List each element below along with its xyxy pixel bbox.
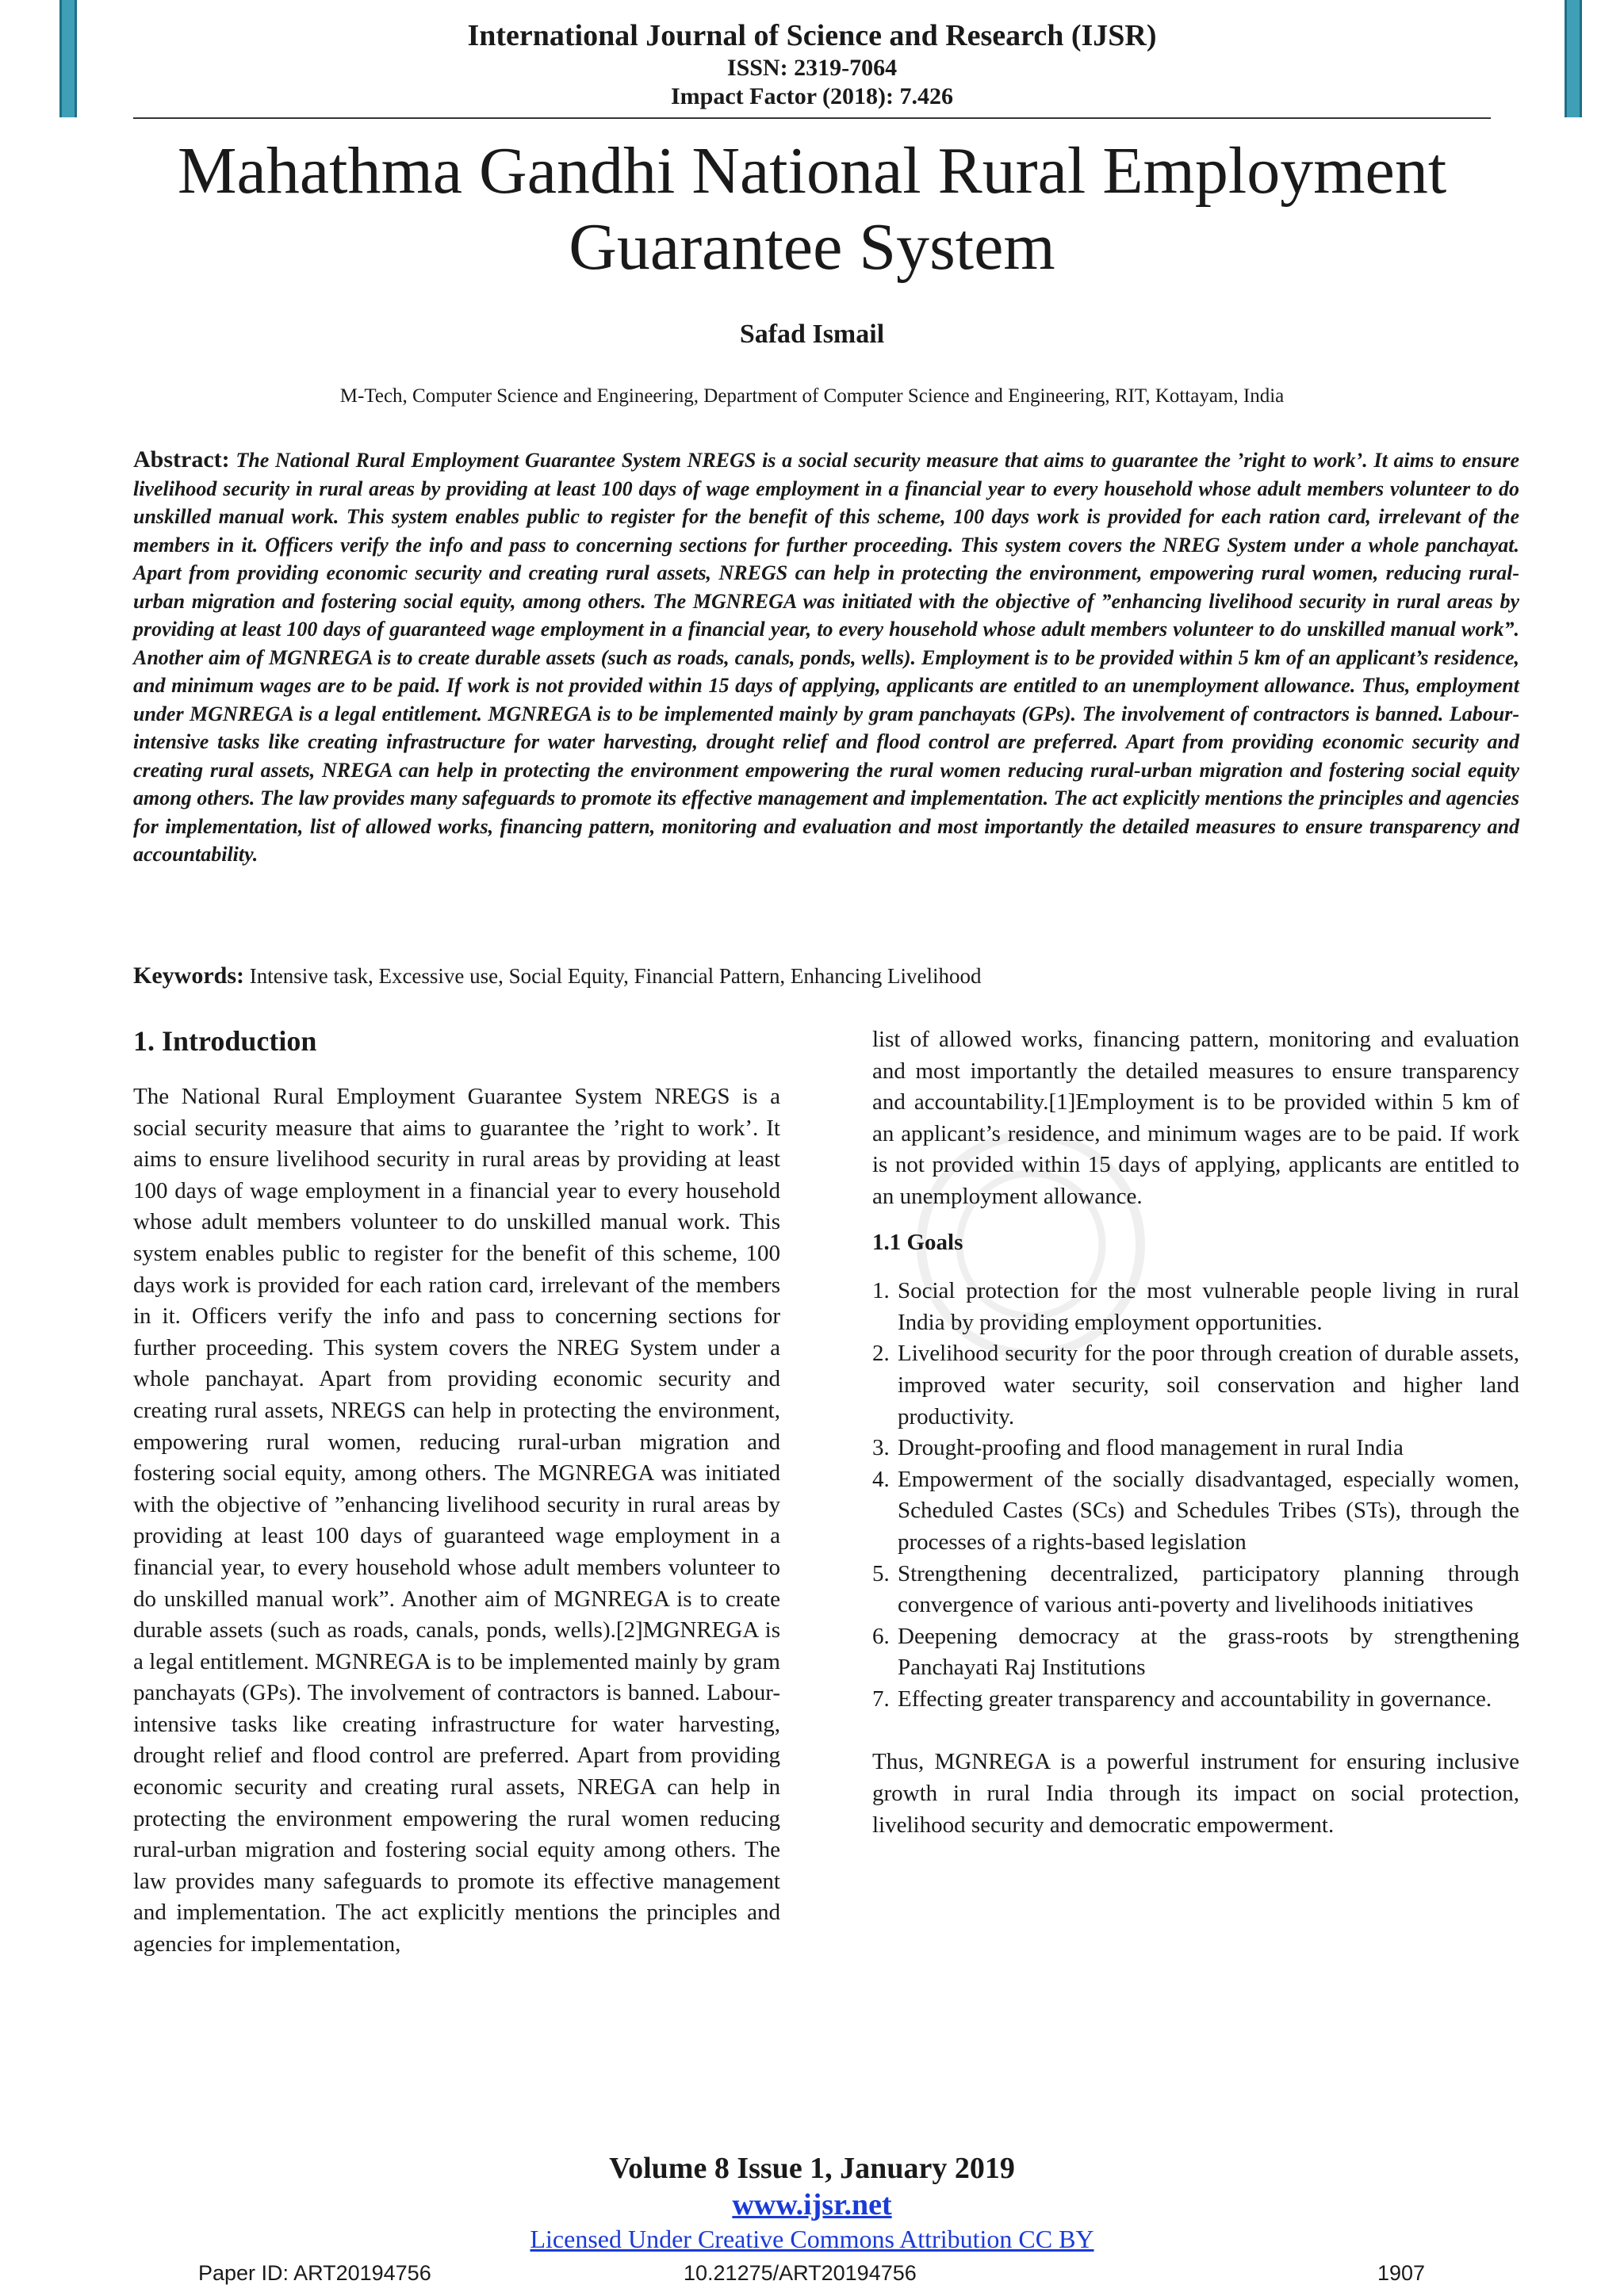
page-footer [0,2150,1624,2255]
goal-number: 6. [872,1623,890,1649]
author-affiliation: M-Tech, Computer Science and Engineering, Department of Computer Science and Engineering, RIT, Kottayam, India [339,385,1285,407]
goal-number: 5. [872,1560,890,1586]
goal-number: 2. [872,1341,890,1367]
goal-text: Drought-proofing and flood management in rural India [898,1435,1404,1461]
page-number: 1907 [1377,2261,1426,2285]
goal-item [872,1621,1519,1684]
goal-text: Livelihood security for the poor through creation of durable assets, improved water security, soil conservation and higher land productivity. [898,1341,1519,1429]
goal-item [872,1559,1519,1621]
abstract-text: The National Rural Employment Guarantee System NREGS is a social security measure that aims to guarantee the ’right to work’. It aims to ensure livelihood security in rural areas by providing at least 100 days of wage employment in a financial year to every household whose adult members volunteer to do unskilled manual work. This system enables public to register for the benefit of this scheme, 100 days work is provided for each ration card, irrelevant of the members in it. Officers verify the info and pass to concerning sections for further proceeding. This system covers the NREG System under a whole panchayat. Apart from providing economic security and creating rural assets, NREGS can help in protecting the environment, empowering rural women, reducing rural-urban migration and fostering social equity, among others. The MGNREGA was initiated with the objective of ”enhancing livelihood security in rural areas by providing at least 100 days of guaranteed wage employment in a financial year, to every household whose adult members volunteer to do unskilled manual work”. Another aim of MGNREGA is to create durable assets (such as roads, canals, ponds, wells). Employment is to be provided within 5 km of an applicant’s residence, and minimum wages are to be paid. If work is not provided within 15 days of applying, applicants are entitled to an unemployment allowance. Thus, employment under MGNREGA is a legal entitlement. MGNREGA is to be implemented mainly by gram panchayats (GPs). The involvement of contractors is banned. Labour-intensive tasks like creating infrastructure for water harvesting, drought relief and flood control are preferred. Apart from providing economic security and creating rural assets, NREGA can help in protecting the environment empowering the rural women reducing rural-urban migration and fostering social equity among others. The law provides many safeguards to promote its effective management and implementation. The act explicitly mentions the principles and agencies for implementation, list of allowed works, financing pattern, monitoring and evaluation and most importantly the detailed measures to ensure transparency and accountability. [133,449,1520,866]
goal-number: 7. [872,1686,890,1712]
goal-item [872,1276,1519,1338]
goals-heading: 1.1 Goals [872,1229,963,1255]
goal-item [872,1433,1519,1464]
right-column [872,1024,1519,1841]
goal-item [872,1464,1519,1559]
goal-text: Strengthening decentralized, participatory planning through convergence of various anti-poverty and livelihoods initiatives [898,1560,1519,1618]
goal-item [872,1684,1519,1716]
abstract-label: Abstract: [133,446,230,473]
keywords [133,961,1519,991]
journal-issn: ISSN: 2319-7064 [726,55,898,81]
goal-item [872,1338,1519,1433]
goal-text: Effecting greater transparency and accountability in governance. [898,1686,1492,1712]
volume-issue: Volume 8 Issue 1, January 2019 [609,2152,1015,2185]
paper-title: Mahathma Gandhi National Rural Employment Guarantee System [177,134,1447,284]
header-divider [133,117,1491,119]
doi: 10.21275/ART20194756 [684,2261,917,2285]
goals-conclusion: Thus, MGNREGA is a powerful instrument for ensuring inclusive growth in rural India through its impact on social protection, livelihood security and democratic empowerment. [872,1749,1519,1838]
license-link[interactable]: Licensed Under Creative Commons Attribution CC BY [530,2225,1094,2253]
introduction-paragraph: The National Rural Employment Guarantee System NREGS is a social security measure that aims to guarantee the ’right to work’. It aims to ensure livelihood security in rural areas by providing at least 100 days of wage employment in a financial year to every household whose adult members volunteer to do unskilled manual work. This system enables public to register for the benefit of this scheme, 100 days work is provided for each ration card, irrelevant of the members in it. Officers verify the info and pass to concerning sections for further proceeding. This system covers the NREG System under a whole panchayat. Apart from providing economic security and creating rural assets, NREGS can help in protecting the environment, empowering rural women, reducing rural-urban migration and fostering social equity, among others. The MGNREGA was initiated with the objective of ”enhancing livelihood security in rural areas by providing at least 100 days of guaranteed wage employment in a financial year, to every household whose adult members volunteer to do unskilled manual work”. Another aim of MGNREGA is to create durable assets (such as roads, canals, ponds, wells).[2]MGNREGA is a legal entitlement. MGNREGA is to be implemented mainly by gram panchayats (GPs). The involvement of contractors is banned. Labour-intensive tasks like creating infrastructure for water harvesting, drought relief and flood control are preferred. Apart from providing economic security and creating rural assets, NREGA can help in protecting the environment empowering the rural women reducing rural-urban migration and fostering social equity among others. The law provides many safeguards to promote its effective management and implementation. The act explicitly mentions the principles and agencies for implementation, [133,1084,780,1957]
goals-list [872,1276,1519,1715]
keywords-label: Keywords: [133,962,244,989]
impact-factor: Impact Factor (2018): 7.426 [670,83,954,109]
left-column [133,1021,780,1961]
abstract [133,446,1519,869]
introduction-continued-paragraph: list of allowed works, financing pattern, monitoring and evaluation and most importantly the detailed measures to ensure transparency and accountability.[1]Employment is to be provided within 5 km of an applicant’s residence, and minimum wages are to be paid. If work is not provided within 15 days of applying, applicants are entitled to an unemployment allowance. [872,1027,1519,1209]
introduction-heading: 1. Introduction [133,1025,317,1057]
journal-name: International Journal of Science and Research (IJSR) [467,19,1157,52]
goal-text: Deepening democracy at the grass-roots by strengthening Panchayati Raj Institutions [898,1623,1519,1681]
paper-id: Paper ID: ART20194756 [198,2261,431,2285]
goal-text: Social protection for the most vulnerable people living in rural India by providing employment opportunities. [898,1278,1519,1335]
goal-number: 3. [872,1435,890,1461]
goal-text: Empowerment of the socially disadvantaged, especially women, Scheduled Castes (SCs) and Schedules Tribes (STs), through the processes of a rights-based legislation [898,1466,1519,1555]
journal-header [0,17,1624,111]
keywords-text: Intensive task, Excessive use, Social Equity, Financial Pattern, Enhancing Livelihood [249,964,982,988]
goal-number: 4. [872,1466,890,1492]
journal-website-link[interactable]: www.ijsr.net [732,2188,892,2221]
goal-number: 1. [872,1278,890,1304]
author-name: Safad Ismail [739,320,885,349]
